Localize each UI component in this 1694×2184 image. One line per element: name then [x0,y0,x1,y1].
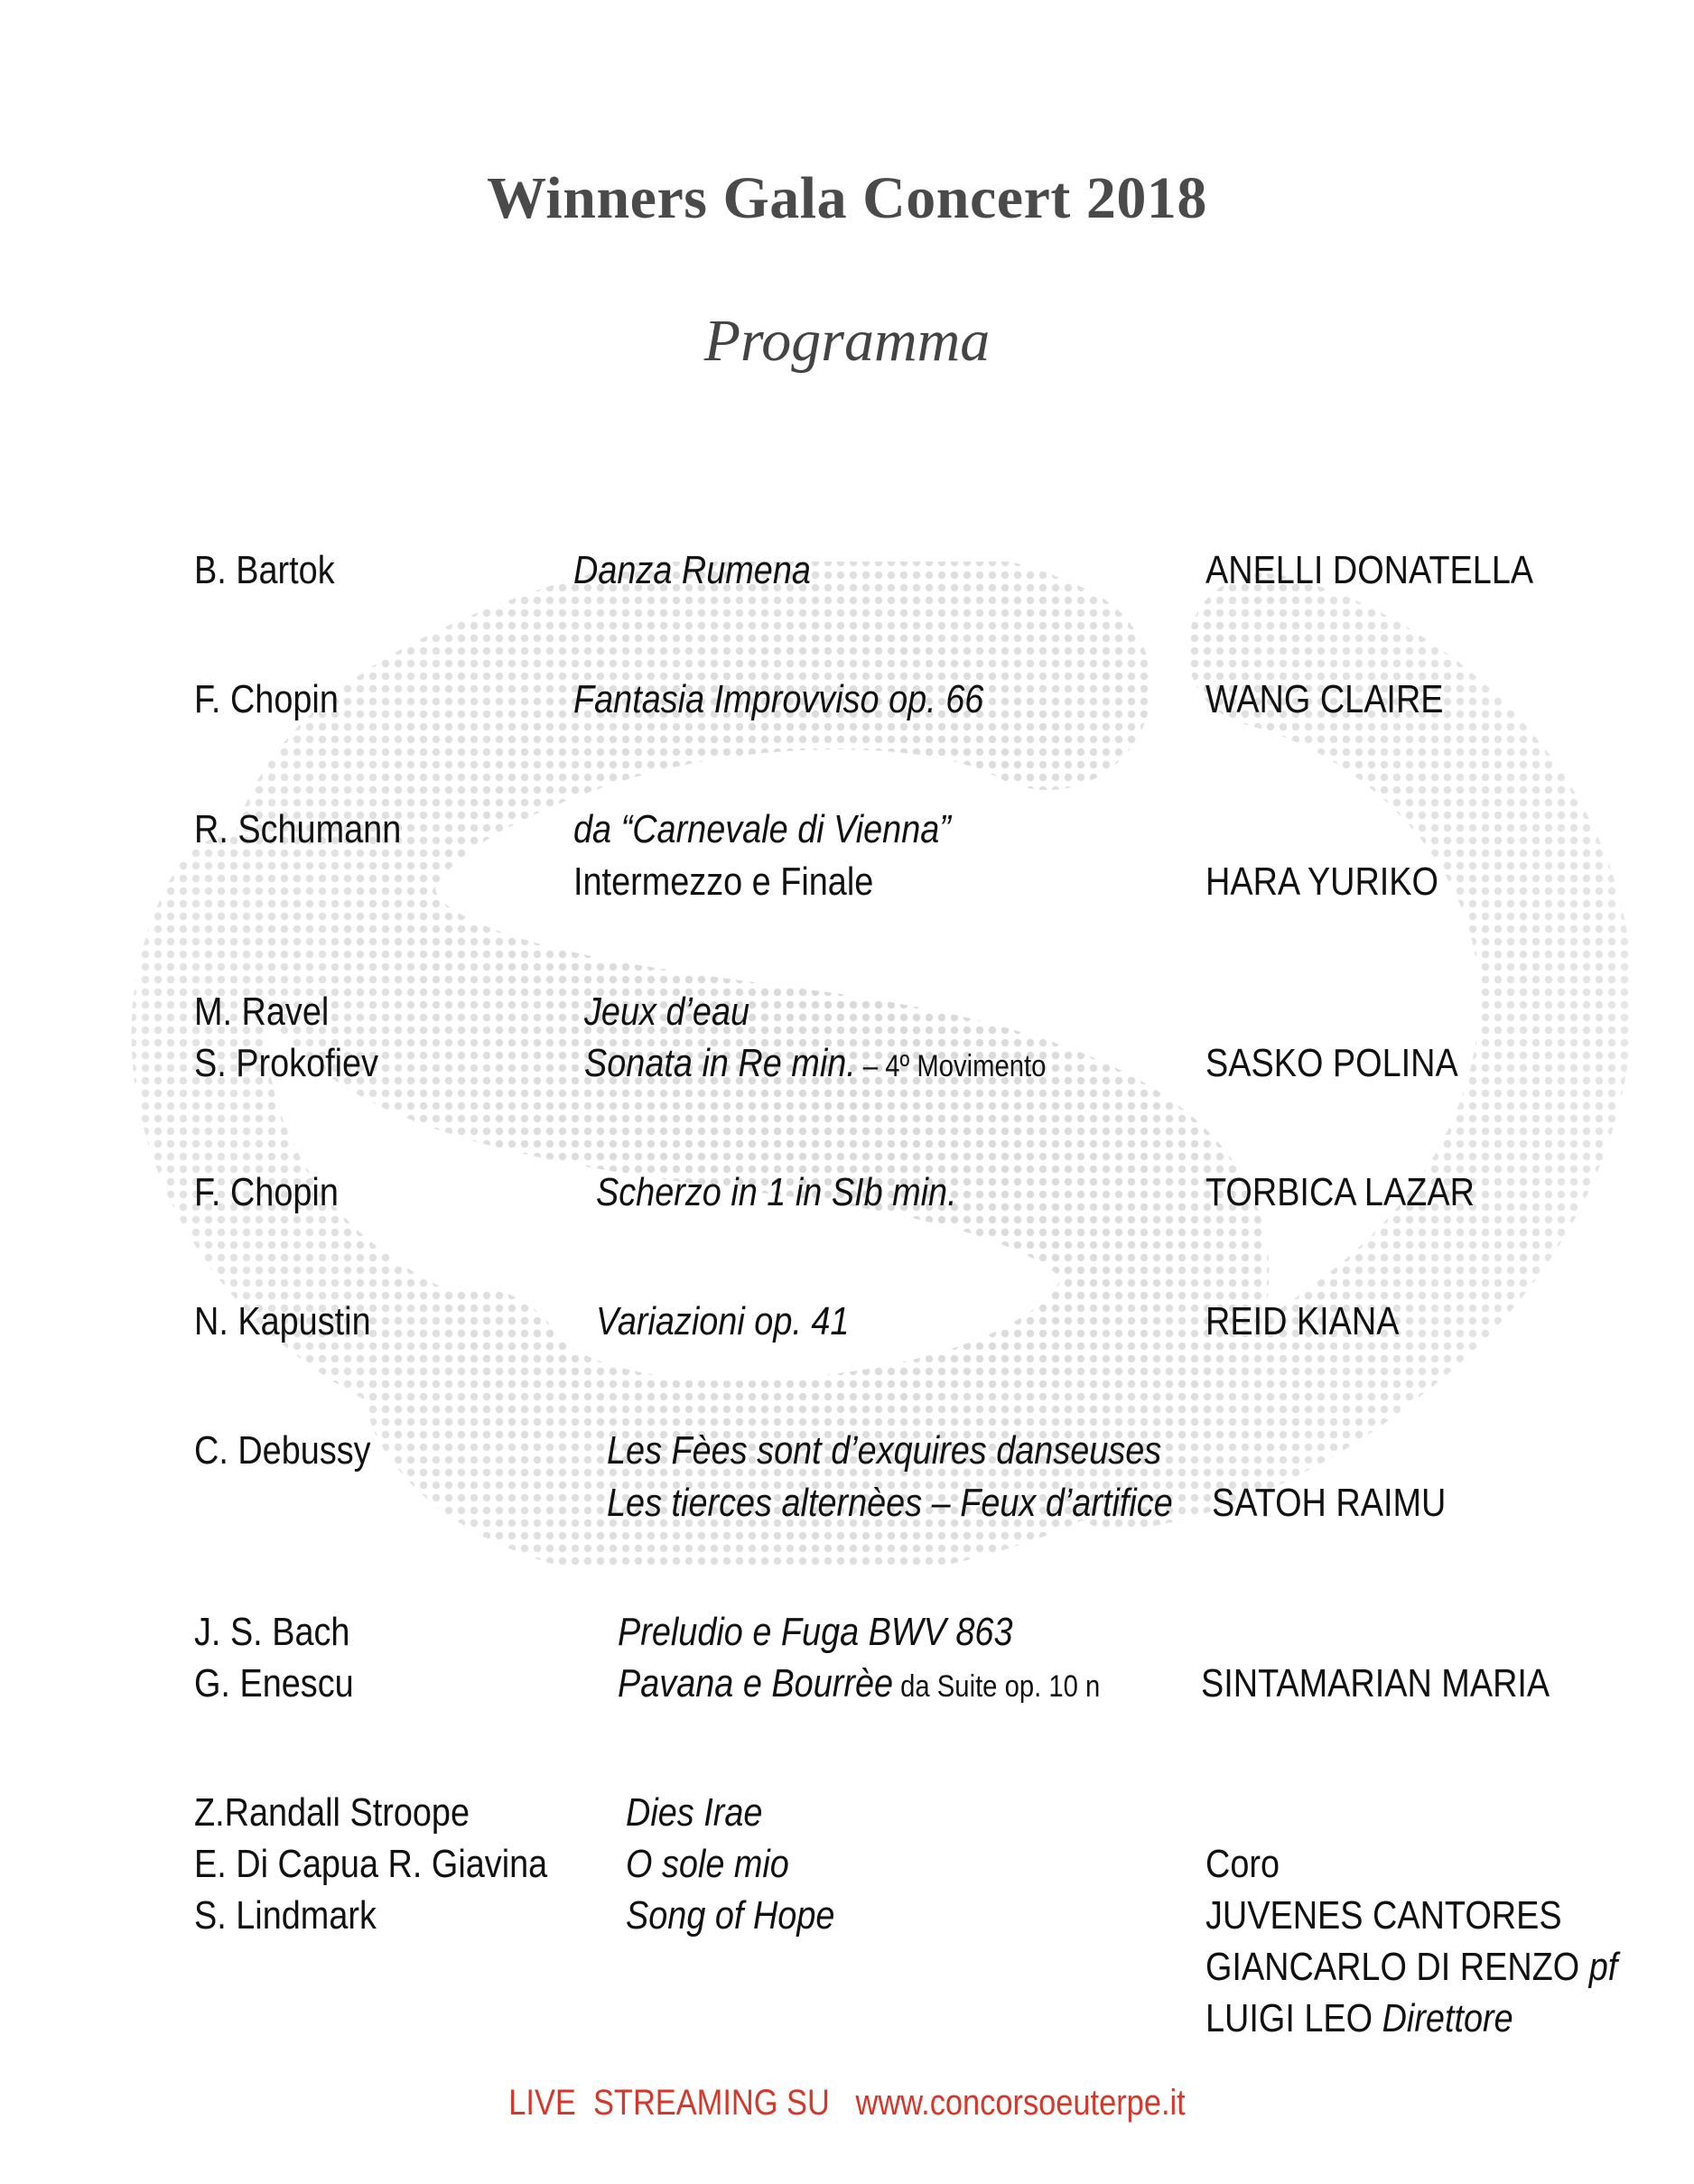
composer-name: E. Di Capua R. Giavina [194,1842,548,1886]
performer-name: GIANCARLO DI RENZO [1205,1945,1580,1989]
composer-name: S. Lindmark [194,1893,377,1938]
composer-name: G. Enescu [194,1661,354,1705]
performer-line [1205,1942,1617,1993]
work-line [618,1659,1100,1712]
work-title: Intermezzo e Finale [573,860,874,904]
work-title: Jeux d’eau [584,990,750,1034]
performer-name: LUIGI LEO [1205,1996,1373,2040]
performer-name: SINTAMARIAN MARIA [1201,1661,1550,1705]
composer-name: F. Chopin [194,677,339,721]
work-title: Preludio e Fuga BWV 863 [618,1610,1013,1654]
work-title: Scherzo in 1 in SIb min. [596,1170,957,1214]
work-title: Sonata in Re min. [584,1041,856,1085]
performer-name: WANG CLAIRE [1205,677,1444,721]
performer-name: HARA YURIKO [1205,860,1438,904]
work-title: da “Carnevale di Vienna” [573,807,951,851]
page-subtitle: Programma [703,308,991,374]
performer-name: SASKO POLINA [1205,1041,1458,1085]
work-title: Les Fèes sont d’exquires danseuses [607,1428,1162,1473]
composer-name: Z.Randall Stroope [194,1790,470,1835]
performer-name: ANELLI DONATELLA [1205,548,1534,592]
composer-name: S. Prokofiev [194,1041,379,1085]
work-note: – 4º Movimento [855,1049,1047,1083]
composer-name: J. S. Bach [194,1610,350,1654]
work-title: O sole mio [626,1842,789,1886]
work-title: Danza Rumena [573,548,811,592]
performer-name: JUVENES CANTORES [1205,1893,1562,1938]
performer-name: REID KIANA [1205,1299,1400,1343]
performer-line [1205,1993,1513,2044]
work-title: Pavana e Bourrèe [618,1661,894,1705]
page-title: Winners Gala Concert 2018 [487,165,1207,231]
performer-name: SATOH RAIMU [1212,1481,1447,1525]
composer-name: F. Chopin [194,1170,339,1214]
composer-name: C. Debussy [194,1428,371,1473]
composer-name: B. Bartok [194,548,335,592]
work-title: Les tierces alternèes – Feux d’artifice [607,1481,1173,1525]
composer-name: N. Kapustin [194,1299,371,1343]
work-title: Variazioni op. 41 [596,1299,850,1343]
performer-name: TORBICA LAZAR [1205,1170,1475,1214]
work-title: Fantasia Improvviso op. 66 [573,677,984,721]
work-title: Dies Irae [626,1790,763,1835]
performer-role: pf [1588,1945,1618,1989]
work-line [584,1038,1046,1092]
streaming-footer: LIVE STREAMING SU www.concorsoeuterpe.it [508,2083,1186,2123]
work-note: da Suite op. 10 n [893,1669,1101,1704]
performer-name: Coro [1205,1842,1280,1886]
composer-name: R. Schumann [194,807,402,851]
composer-name: M. Ravel [194,990,330,1034]
work-title: Song of Hope [626,1893,835,1938]
performer-role: Direttore [1382,1996,1513,2040]
